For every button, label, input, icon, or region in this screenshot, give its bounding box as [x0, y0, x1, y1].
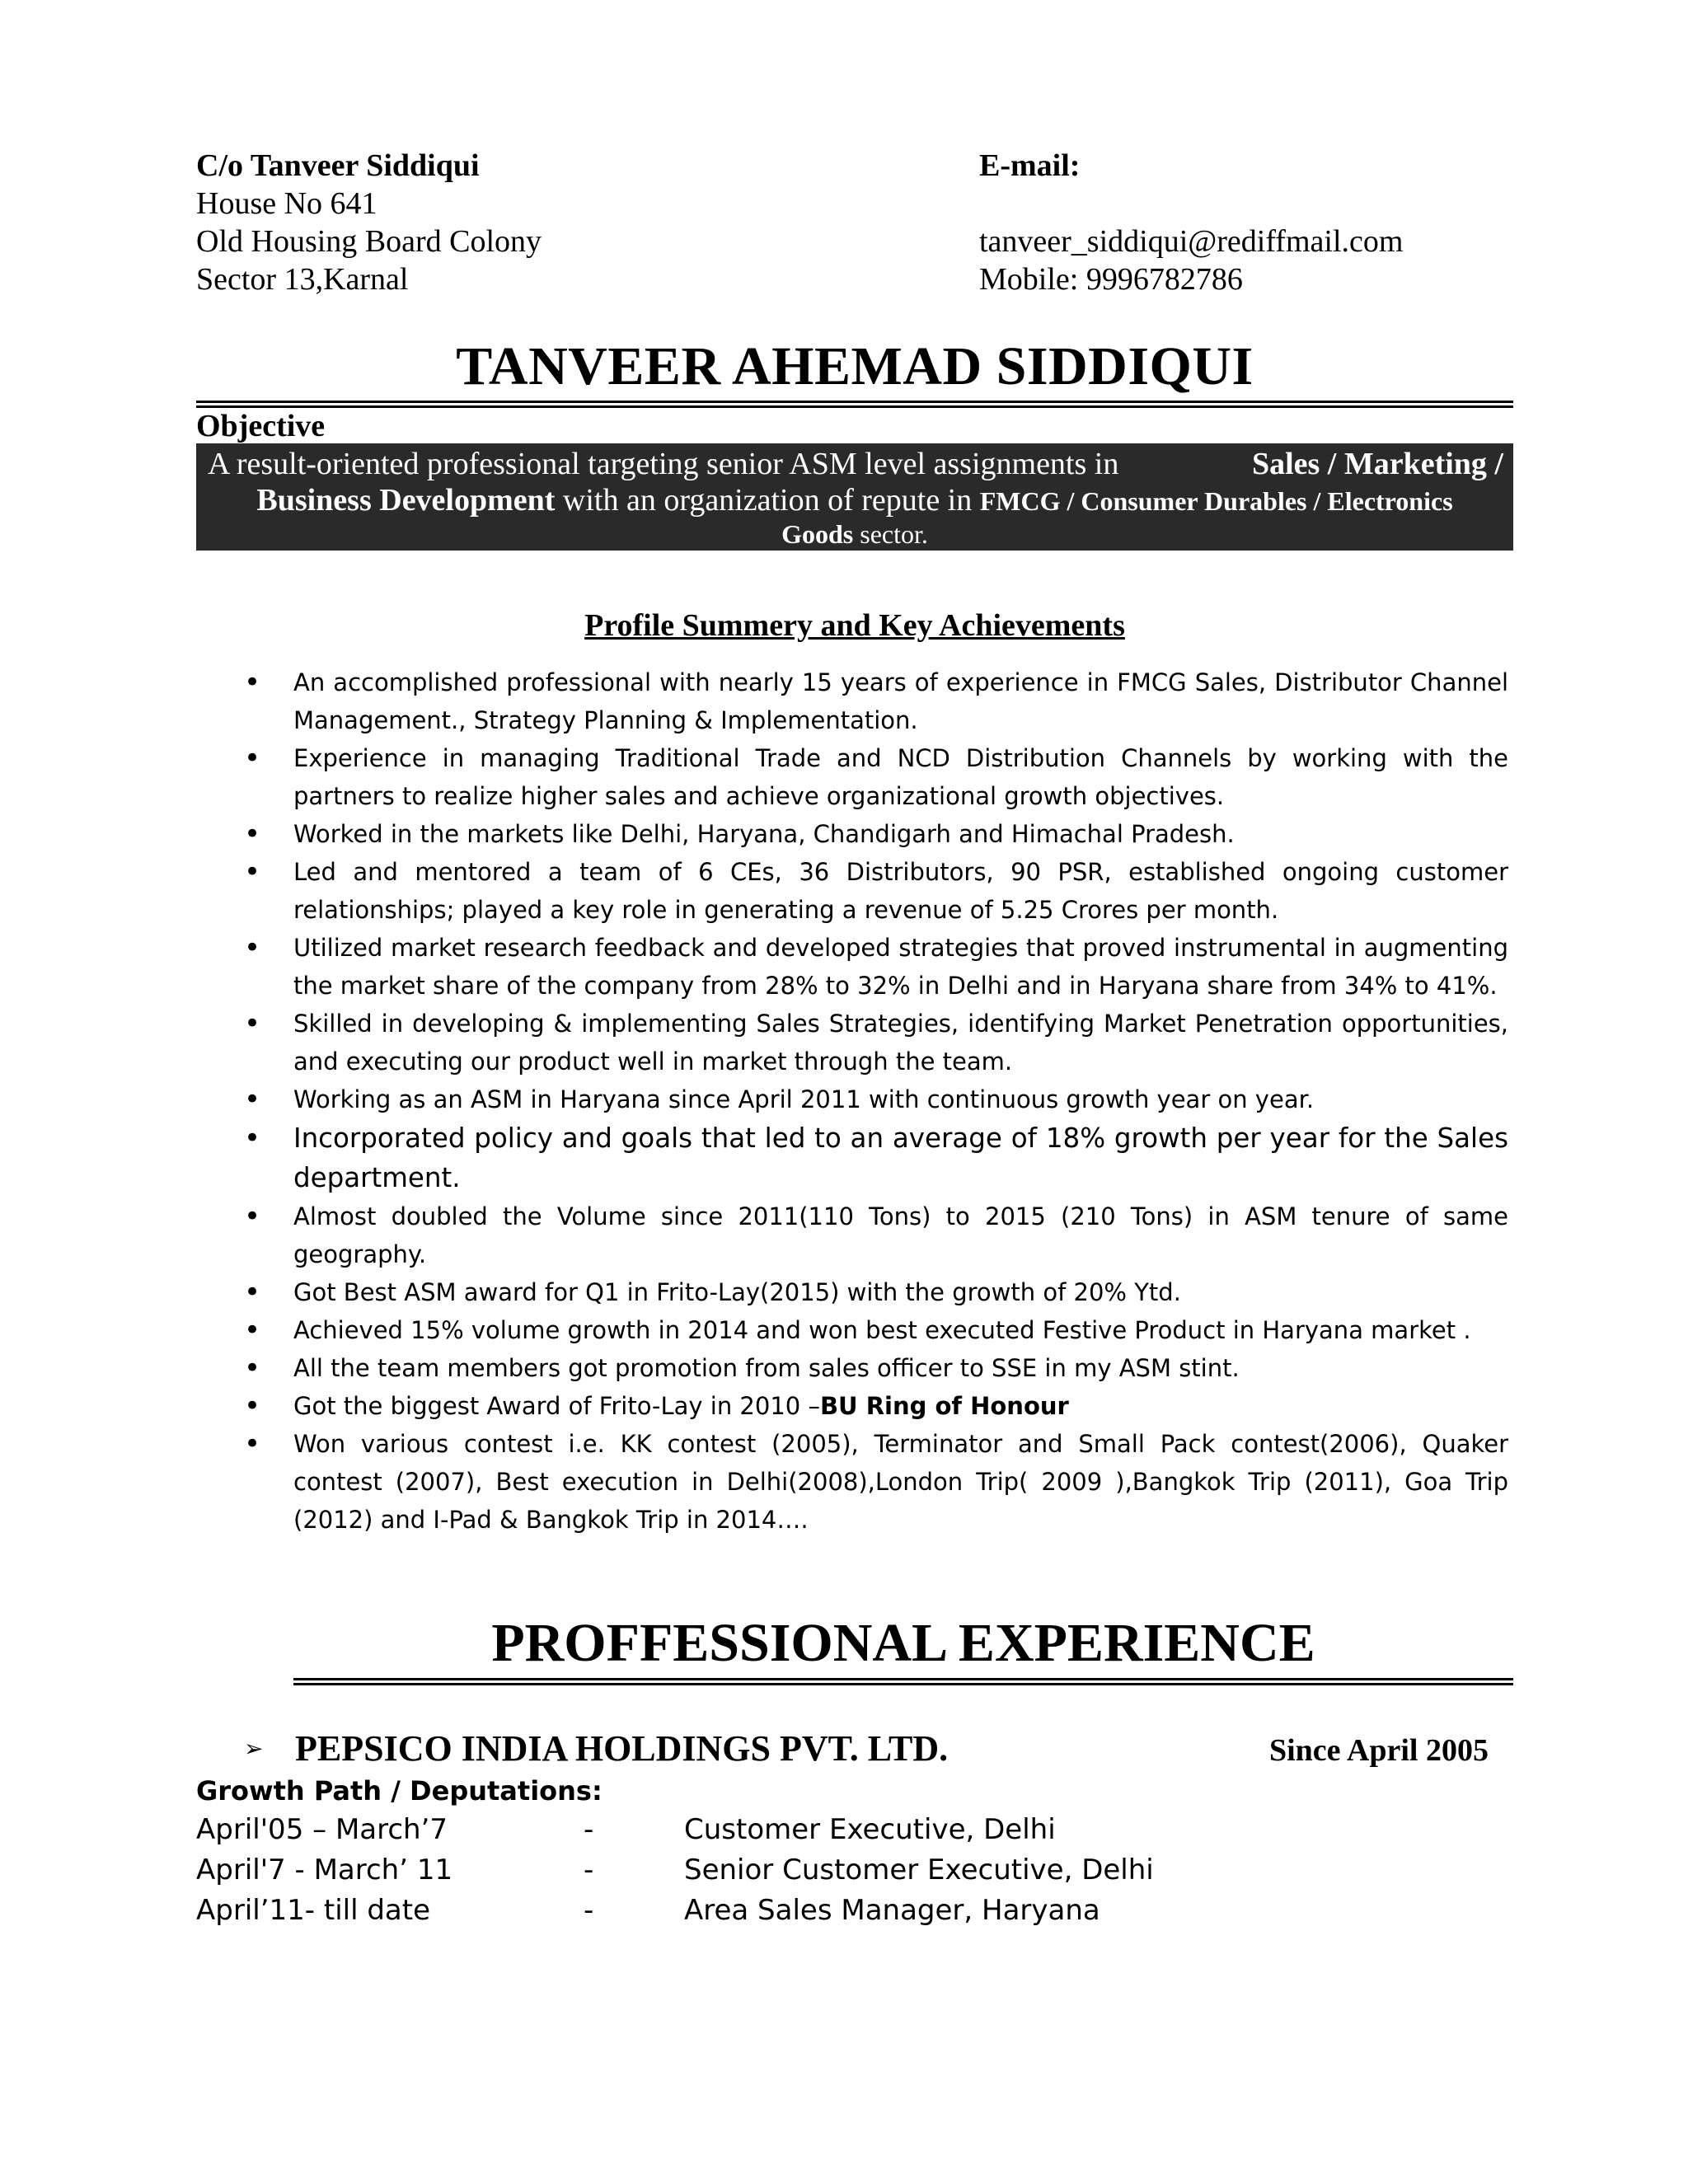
- bullet-icon: •: [244, 742, 261, 775]
- separator: -: [584, 1854, 594, 1886]
- address-line: House No 641: [196, 186, 377, 221]
- objective-emphasis: Goods: [781, 519, 854, 549]
- email-address: tanveer_siddiqui@rediffmail.com: [979, 224, 1404, 259]
- role: Customer Executive, Delhi: [684, 1813, 1056, 1846]
- list-item-text: Working as an ASM in Haryana since April 2011 with continuous growth year on year.: [293, 1085, 1315, 1113]
- separator: -: [584, 1813, 594, 1846]
- period: April'05 – March’7: [196, 1813, 448, 1846]
- table-row: [196, 1891, 1350, 1931]
- list-item: [239, 1005, 1508, 1080]
- growth-path-table: [196, 1810, 1350, 1931]
- experience-divider: [293, 1678, 1513, 1685]
- growth-path-heading: Growth Path / Deputations:: [196, 1775, 603, 1807]
- contact-address: [196, 147, 938, 298]
- list-item-text: Won various contest i.e. KK contest (2005), Terminator and Small Pack contest(2006), Quaker contest (2007), Best execution in Delhi(2008),London Trip( 2009 ),Bangkok Trip (2011), Goa Trip (2012) and I-Pad & Bangkok Trip in 2014….: [293, 1430, 1508, 1534]
- list-item-text: Almost doubled the Volume since 2011(110 Tons) to 2015 (210 Tons) in ASM tenure of same geography.: [293, 1202, 1508, 1268]
- bullet-icon: •: [244, 1427, 261, 1460]
- list-item: [239, 1349, 1508, 1387]
- list-item: [239, 663, 1508, 739]
- arrow-bullet-icon: ➢: [244, 1735, 264, 1762]
- list-item-text: Got Best ASM award for Q1 in Frito-Lay(2015) with the growth of 20% Ytd.: [293, 1278, 1181, 1306]
- list-item-text: Achieved 15% volume growth in 2014 and won best executed Festive Product in Haryana market .: [293, 1316, 1471, 1344]
- list-item: [239, 1273, 1508, 1311]
- care-of-line: C/o Tanveer Siddiqui: [196, 148, 480, 183]
- experience-heading: PROFFESSIONAL EXPERIENCE: [491, 1613, 1315, 1673]
- spacer-line: [979, 185, 1556, 223]
- list-item: [239, 1197, 1508, 1273]
- objective-emphasis: Business Development: [256, 483, 556, 518]
- table-row: [196, 1850, 1350, 1891]
- list-item: [239, 1311, 1508, 1349]
- list-item: [239, 853, 1508, 929]
- table-row: [196, 1810, 1350, 1850]
- company-row: [244, 1727, 1489, 1773]
- list-item-text: Led and mentored a team of 6 CEs, 36 Distributors, 90 PSR, established ongoing customer relationships; played a key role in generating a revenue of 5.25 Crores per month.: [293, 858, 1508, 924]
- bullet-icon: •: [244, 818, 261, 851]
- period: April'7 - March’ 11: [196, 1854, 453, 1886]
- bullet-icon: •: [244, 931, 261, 964]
- address-line: Sector 13,Karnal: [196, 262, 409, 297]
- bullet-icon: •: [244, 1390, 261, 1422]
- role: Area Sales Manager, Haryana: [684, 1894, 1100, 1927]
- bullet-icon: •: [244, 1200, 261, 1233]
- list-item: [239, 1118, 1508, 1197]
- list-item: [239, 815, 1508, 853]
- bullet-icon: •: [244, 1122, 261, 1155]
- objective-text: with an organization of repute in: [555, 483, 980, 518]
- separator: -: [584, 1894, 594, 1927]
- bullet-icon: •: [244, 1007, 261, 1040]
- objective-heading: Objective: [196, 409, 326, 443]
- list-item: [239, 1387, 1508, 1425]
- list-item: [239, 739, 1508, 815]
- list-item: [239, 1425, 1508, 1539]
- objective-emphasis: Sales / Marketing /: [1251, 447, 1503, 481]
- list-item-text: Got the biggest Award of Frito-Lay in 2010 –: [293, 1392, 820, 1420]
- candidate-name: TANVEER AHEMAD SIDDIQUI: [456, 336, 1254, 396]
- list-item-text: Worked in the markets like Delhi, Haryana, Chandigarh and Himachal Pradesh.: [293, 820, 1235, 848]
- bullet-icon: •: [244, 855, 261, 888]
- list-item: [239, 929, 1508, 1005]
- objective-text: A result-oriented professional targeting senior ASM level assignments in: [208, 447, 1119, 481]
- achievements-list: [239, 663, 1508, 1539]
- name-divider: [196, 401, 1513, 408]
- bullet-icon: •: [244, 1352, 261, 1385]
- bullet-icon: •: [244, 666, 261, 699]
- award-name: BU Ring of Honour: [819, 1392, 1069, 1420]
- period: April’11- till date: [196, 1894, 431, 1927]
- objective-line: [196, 519, 1513, 549]
- mobile-number: Mobile: 9996782786: [979, 262, 1243, 297]
- email-label: E-mail:: [979, 148, 1081, 183]
- list-item-text: Utilized market research feedback and developed strategies that proved instrumental in augmenting the market share of the company from 28% to 32% in Delhi and in Haryana share from 34% to 41%.: [293, 934, 1508, 1000]
- list-item-text: Skilled in developing & implementing Sales Strategies, identifying Market Penetration opportunities, and executing our product well in market through the team.: [293, 1010, 1508, 1076]
- contact-details: [979, 147, 1556, 298]
- profile-summary-heading: Profile Summery and Key Achievements: [584, 608, 1125, 643]
- list-item-text: An accomplished professional with nearly 15 years of experience in FMCG Sales, Distributor Channel Management., Strategy Planning & Implementation.: [293, 668, 1508, 734]
- objective-text: sector.: [853, 519, 928, 549]
- list-item-text: Experience in managing Traditional Trade and NCD Distribution Channels by working with the partners to realize higher sales and achieve organizational growth objectives.: [293, 744, 1508, 810]
- bullet-icon: •: [244, 1276, 261, 1309]
- employment-since: Since April 2005: [1268, 1733, 1489, 1768]
- list-item-text: All the team members got promotion from sales officer to SSE in my ASM stint.: [293, 1354, 1240, 1382]
- bullet-icon: •: [244, 1083, 261, 1116]
- company-name: PEPSICO INDIA HOLDINGS PVT. LTD.: [295, 1728, 949, 1769]
- list-item: [239, 1080, 1508, 1118]
- bullet-icon: •: [244, 1314, 261, 1347]
- objective-emphasis: FMCG / Consumer Durables / Electronics: [979, 486, 1453, 516]
- list-item-text: Incorporated policy and goals that led to an average of 18% growth per year for the Sales department.: [293, 1122, 1508, 1193]
- role: Senior Customer Executive, Delhi: [684, 1854, 1154, 1886]
- objective-box: [196, 443, 1513, 551]
- address-line: Old Housing Board Colony: [196, 224, 542, 259]
